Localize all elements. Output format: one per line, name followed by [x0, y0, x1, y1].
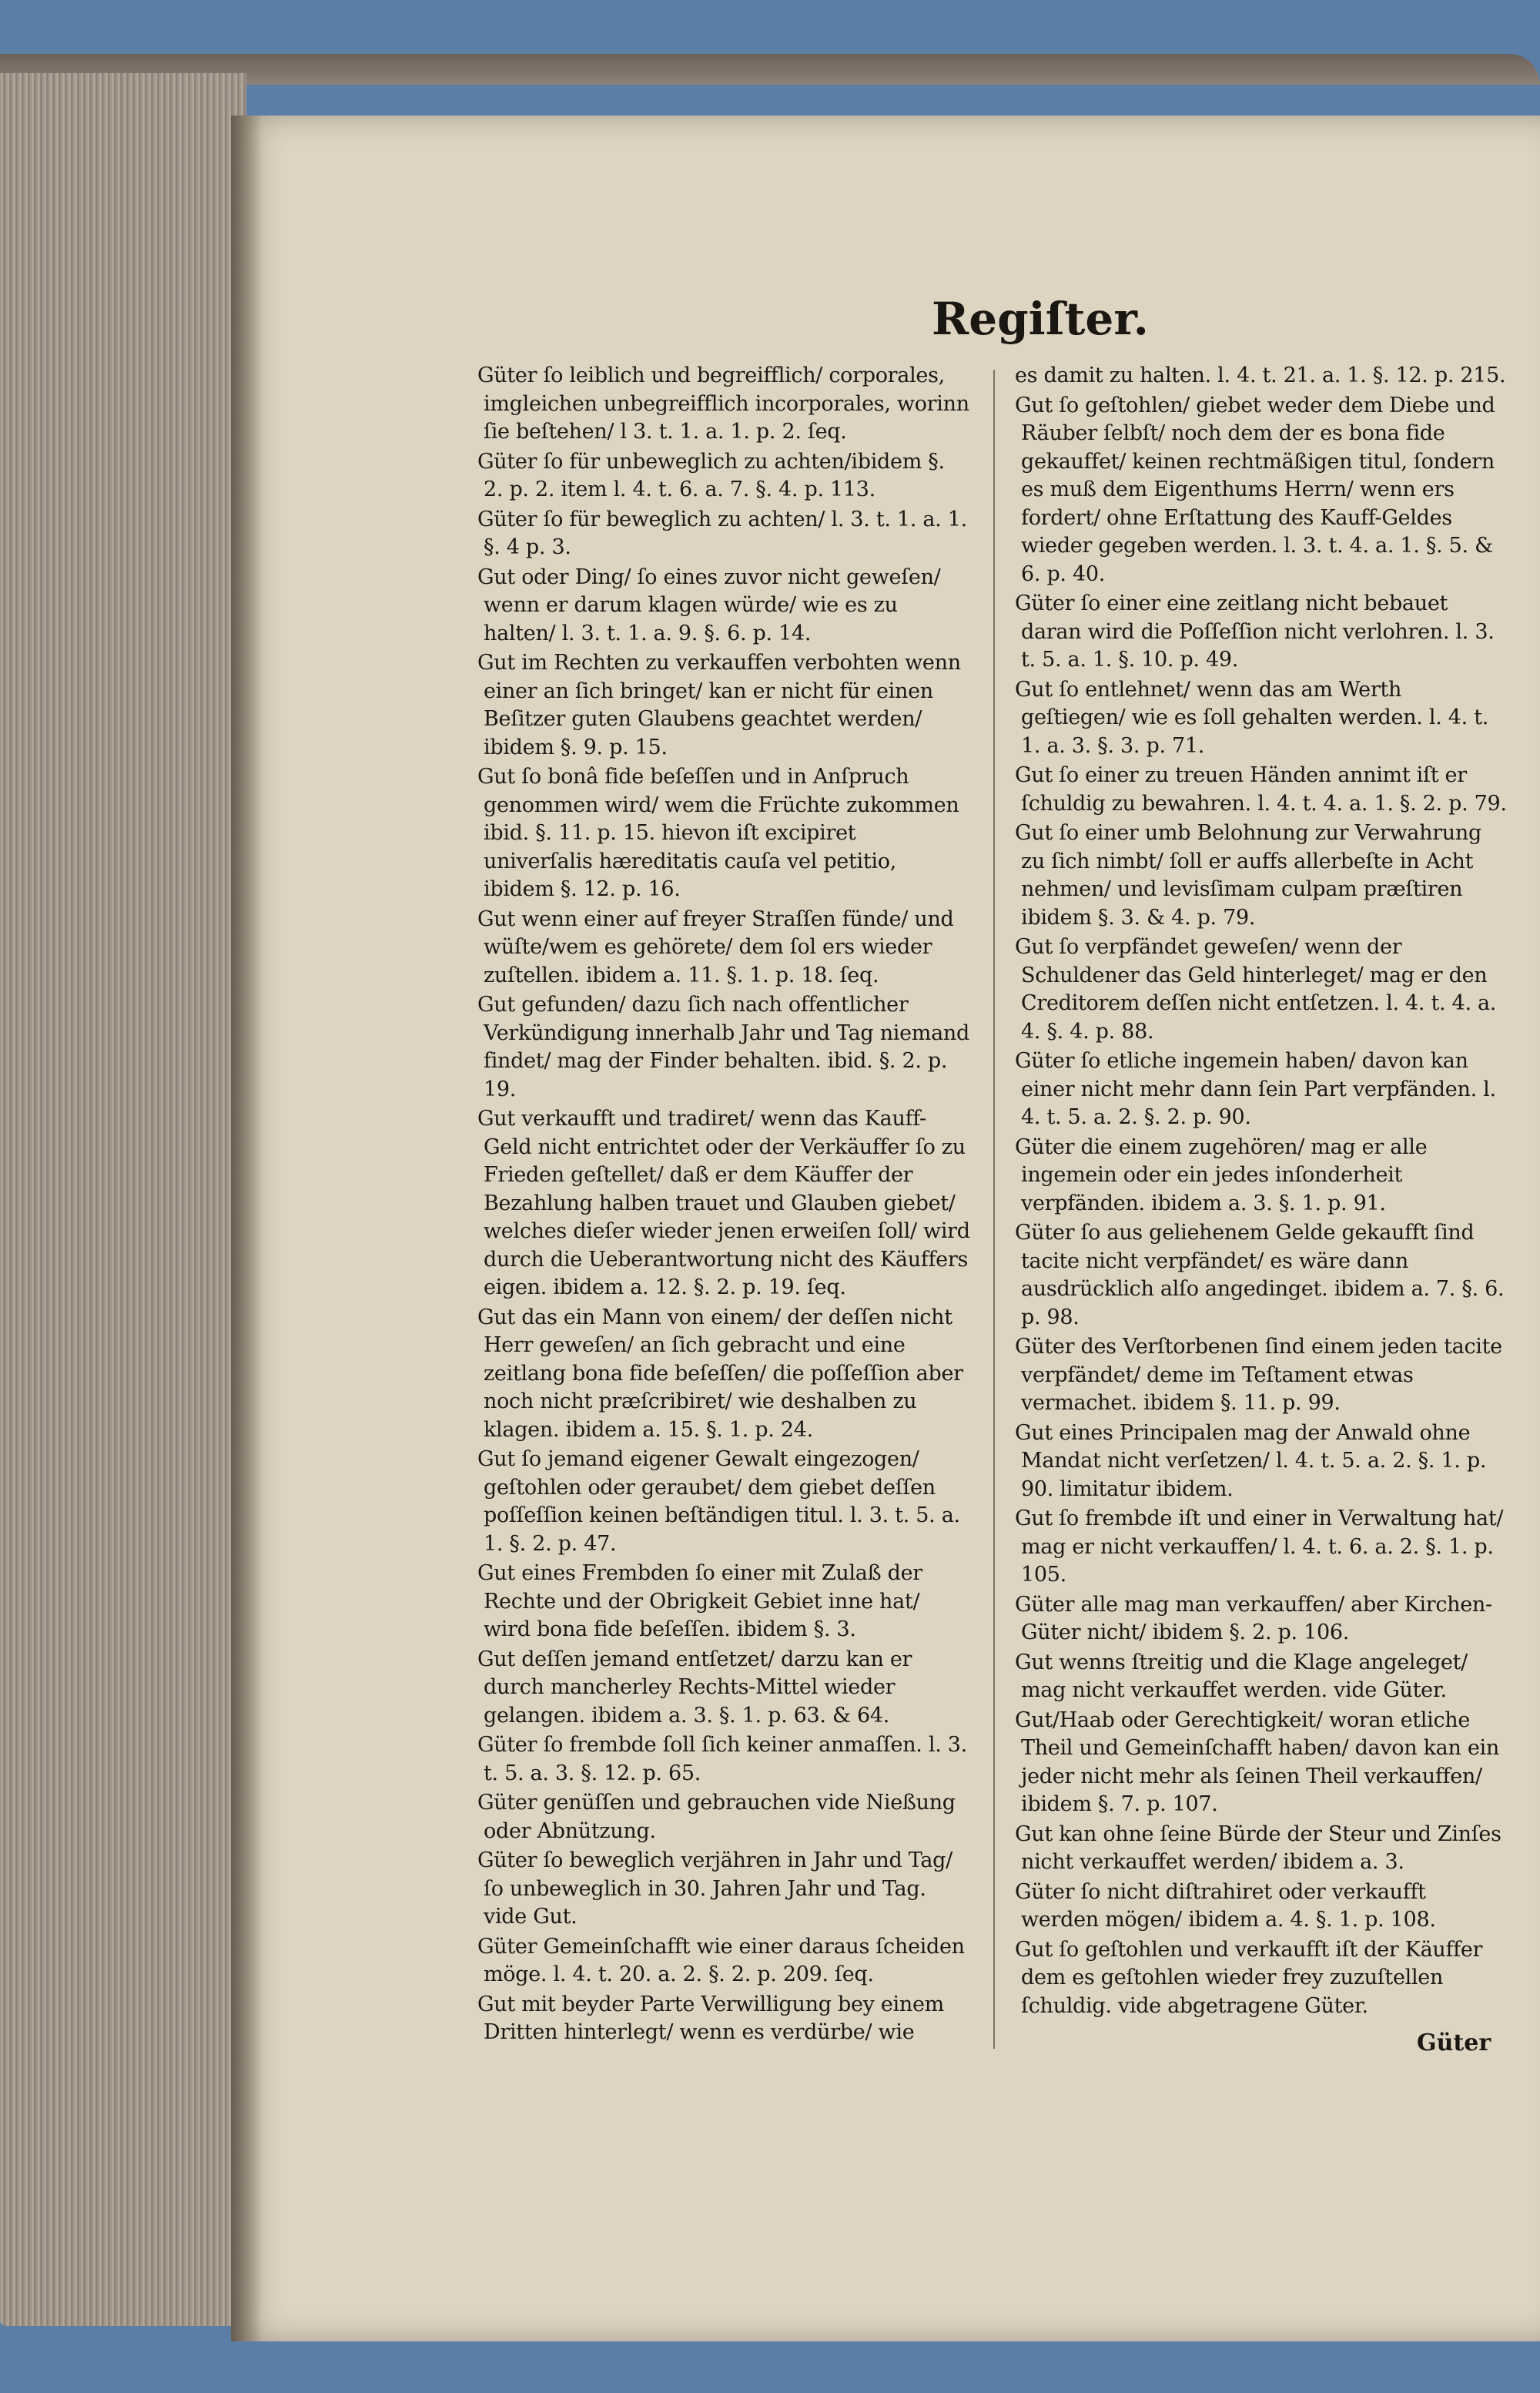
index-entry: Güter ſo frembde ſoll ſich keiner anmaſſen. l. 3. t. 5. a. 3. §. 12. p. 65.: [477, 1733, 967, 1785]
index-entry: Gut wenn einer auf freyer Straſſen fünde/ und wüſte/wem es gehörete/ dem ſol ers wieder zuſtellen. ibidem a. 11. §. 1. p. 18. ſeq.: [477, 907, 954, 987]
index-entry: Gut kan ohne ſeine Bürde der Steur und Zinſes nicht verkauffet werden/ ibidem a. 3.: [1015, 1822, 1502, 1874]
index-entry: Gut ſo einer umb Belohnung zur Verwahrung zu ſich nimbt/ ſoll er auffs allerbeſte in Acht nehmen/ und levisſimam culpam præſtiren ibidem §. 3. & 4. p. 79.: [1015, 821, 1481, 930]
index-entry: Gut oder Ding/ ſo eines zuvor nicht geweſen/ wenn er darum klagen würde/ wie es zu halten/ l. 3. t. 1. a. 9. §. 6. p. 14.: [477, 565, 941, 645]
index-entry: Gut eines Principalen mag der Anwald ohne Mandat nicht verſetzen/ l. 4. t. 5. a. 2. §. 1. p. 90. limitatur ibidem.: [1015, 1420, 1487, 1501]
index-entry: Gut im Rechten zu verkauffen verbohten wenn einer an ſich bringet/ kan er nicht für einen Beſitzer guten Glaubens geachtet werden/ ibidem §. 9. p. 15.: [477, 651, 961, 759]
index-entry: Güter genüſſen und gebrauchen vide Nießung oder Abnützung.: [477, 1791, 956, 1843]
index-entry: Güter ſo leiblich und begreifflich/ corporales, imgleichen unbegreifflich incorporales, worinn ſie beſtehen/ l 3. t. 1. a. 1. p. 2. ſeq.: [477, 364, 969, 444]
index-entry: Gut ſo geſtohlen/ giebet weder dem Diebe und Räuber ſelbſt/ noch dem der es bona fide gekauffet/ keinen rechtmäßigen titul, ſondern es muß dem Eigenthums Herrn/ wenn ers fordert/ ohne Erſtattung des Kauff-Geldes wieder gegeben werden. l. 3. t. 4. a. 1. §. 5. & 6. p. 40.: [1015, 393, 1495, 586]
index-entry: Güter Gemeinſchafft wie einer daraus ſcheiden möge. l. 4. t. 20. a. 2. §. 2. p. 209. ſeq.: [477, 1934, 965, 1986]
index-entry: Gut verkaufft und tradiret/ wenn das Kauff-Geld nicht entrichtet oder der Verkäuffer ſo zu Frieden geſtellet/ daß er dem Käuffer der Bezahlung halben trauet und Glauben giebet/ welches dieſer wieder jenen erweiſen ſoll/ wird durch die Ueberantwortung nicht des Käuffers eigen. ibidem a. 12. §. 2. p. 19. ſeq.: [477, 1107, 970, 1299]
index-entry: Gut ſo jemand eigener Gewalt eingezogen/ geſtohlen oder geraubet/ dem giebet deſſen poſſeſſion keinen beſtändigen titul. l. 3. t. 5. a. 1. §. 2. p. 47.: [477, 1447, 960, 1556]
index-entry: Güter ſo für unbeweglich zu achten/ibidem §. 2. p. 2. item l. 4. t. 6. a. 7. §. 4. p. 113.: [477, 449, 945, 501]
index-entry: Güter ſo beweglich verjähren in Jahr und Tag/ ſo unbeweglich in 30. Jahren Jahr und Tag. vide Gut.: [477, 1848, 952, 1929]
index-entry: Güter alle mag man verkauffen/ aber Kirchen-Güter nicht/ ibidem §. 2. p. 106.: [1015, 1592, 1492, 1644]
index-entry: Gut ſo verpfändet geweſen/ wenn der Schuldener das Geld hinterleget/ mag er den Creditorem deſſen nicht entſetzen. l. 4. t. 4. a. 4. §. 4. p. 88.: [1015, 935, 1497, 1044]
catchword: Güter: [1417, 2029, 1491, 2056]
index-entry: Gut/Haab oder Gerechtigkeit/ woran etliche Theil und Gemeinſchafft haben/ davon kan ein jeder nicht mehr als ſeinen Theil verkauffen/ ibidem §. 7. p. 107.: [1015, 1708, 1499, 1816]
index-entry: Güter ſo für beweglich zu achten/ l. 3. t. 1. a. 1. §. 4 p. 3.: [477, 507, 967, 559]
index-entry: Gut ſo bonâ fide beſeſſen und in Anſpruch genommen wird/ wem die Früchte zukommen ibid. §. 11. p. 15. hievon iſt excipiret univerſalis hæreditatis cauſa vel petitio, ibidem §. 12. p. 16.: [477, 765, 959, 901]
index-entry: Gut mit beyder Parte Verwilligung bey einem Dritten hinterlegt/ wenn es verdürbe/ wie: [477, 1992, 944, 2044]
book-page-edges: [0, 73, 246, 2326]
index-entry: Gut wenns ſtreitig und die Klage angeleget/ mag nicht verkauffet werden. vide Güter.: [1015, 1650, 1468, 1702]
right-column: [1015, 362, 1508, 2022]
running-header: Regiſter.: [932, 293, 1149, 345]
index-entry: Güter ſo aus geliehenem Gelde gekaufft ſind tacite nicht verpfändet/ es wäre dann ausdrücklich alſo angedinget. ibidem a. 7. §. 6. p. 98.: [1015, 1221, 1505, 1329]
index-entry: Güter ſo etliche ingemein haben/ davon kan einer nicht mehr dann ſein Part verpfänden. l. 4. t. 5. a. 2. §. 2. p. 90.: [1015, 1049, 1496, 1129]
index-entry: Gut deſſen jemand entſetzet/ darzu kan er durch mancherley Rechts-Mittel wieder gelangen. ibidem a. 3. §. 1. p. 63. & 64.: [477, 1647, 912, 1728]
index-entry: Gut das ein Mann von einem/ der deſſen nicht Herr geweſen/ an ſich gebracht und eine zeitlang bona fide beſeſſen/ die poſſeſſion aber noch nicht præſcribiret/ wie deshalben zu klagen. ibidem a. 15. §. 1. p. 24.: [477, 1305, 963, 1442]
index-entry: Güter ſo nicht diſtrahiret oder verkaufft werden mögen/ ibidem a. 4. §. 1. p. 108.: [1015, 1879, 1436, 1932]
column-divider: [993, 370, 995, 2049]
index-entry: Gut eines Frembden ſo einer mit Zulaß der Rechte und der Obrigkeit Gebiet inne hat/ wird bona fide beſeſſen. ibidem §. 3.: [477, 1561, 922, 1641]
index-entry: Güter des Verſtorbenen ſind einem jeden tacite verpfändet/ deme im Teſtament etwas vermachet. ibidem §. 11. p. 99.: [1015, 1335, 1502, 1415]
index-entry: Gut ſo frembde iſt und einer in Verwaltung hat/ mag er nicht verkauffen/ l. 4. t. 6. a. 2. §. 1. p. 105.: [1015, 1507, 1504, 1587]
left-column: [477, 362, 970, 2049]
index-entry: Gut gefunden/ dazu ſich nach offentlicher Verkündigung innerhalb Jahr und Tag niemand findet/ mag der Finder behalten. ibid. §. 2. p. 19.: [477, 993, 969, 1101]
index-entry: es damit zu halten. l. 4. t. 21. a. 1. §. 12. p. 215.: [1015, 364, 1506, 387]
index-entry: Gut ſo geſtohlen und verkaufft iſt der Käuffer dem es geſtohlen wieder frey zuzuſtellen ſchuldig. vide abgetragene Güter.: [1015, 1937, 1483, 2018]
gutter-shadow: [231, 116, 262, 2341]
index-entry: Gut ſo entlehnet/ wenn das am Werth geſtiegen/ wie es ſoll gehalten werden. l. 4. t. 1. a. 3. §. 3. p. 71.: [1015, 677, 1489, 758]
index-entry: Güter ſo einer eine zeitlang nicht bebauet daran wird die Poſſeſſion nicht verlohren. l. 3. t. 5. a. 1. §. 10. p. 49.: [1015, 592, 1495, 672]
index-entry: Gut ſo einer zu treuen Händen annimt iſt er ſchuldig zu bewahren. l. 4. t. 4. a. 1. §. 2. p. 79.: [1015, 763, 1507, 816]
index-entry: Güter die einem zugehören/ mag er alle ingemein oder ein jedes inſonderheit verpfänden. ibidem a. 3. §. 1. p. 91.: [1015, 1134, 1428, 1215]
